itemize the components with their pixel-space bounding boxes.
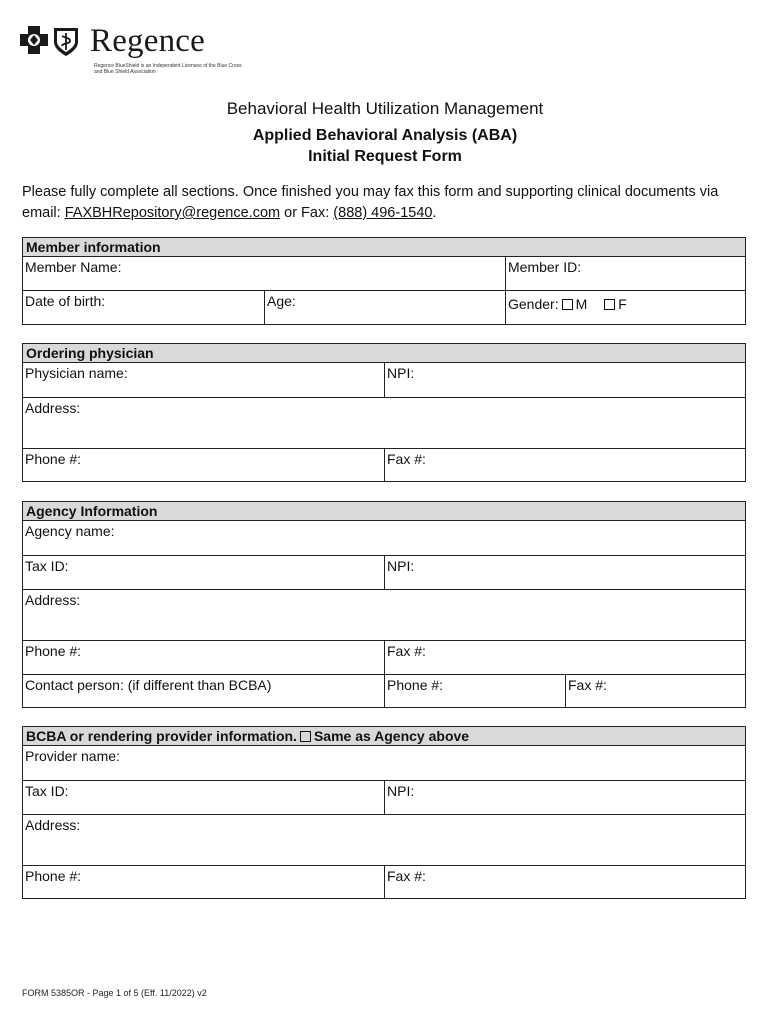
provider-fax-label: Fax #: xyxy=(387,868,426,884)
physician-npi-field[interactable] xyxy=(384,363,745,397)
brand-name: Regence xyxy=(90,23,205,59)
member-name-field[interactable] xyxy=(23,257,505,290)
agency-heading: Agency Information xyxy=(23,502,745,521)
agency-contact-field[interactable] xyxy=(23,675,384,707)
physician-address-field[interactable] xyxy=(23,398,745,448)
agency-contact-fax-field[interactable] xyxy=(565,675,745,707)
member-section xyxy=(22,237,746,325)
member-name-label: Member Name: xyxy=(25,259,122,275)
gender-label: Gender: xyxy=(508,296,559,312)
intro-text-3: . xyxy=(432,205,437,221)
page-title: Behavioral Health Utilization Management xyxy=(226,99,544,118)
provider-tax-label: Tax ID: xyxy=(25,783,69,799)
gender-m-label: M xyxy=(575,296,588,312)
member-id-field[interactable] xyxy=(505,257,745,290)
physician-fax-field[interactable] xyxy=(384,449,745,481)
cross-shield-logo-icon xyxy=(20,26,82,58)
email-link[interactable]: FAXBHRepository@regence.com xyxy=(64,205,281,221)
agency-section xyxy=(22,501,746,708)
agency-contact-phone-label: Phone #: xyxy=(387,677,444,693)
agency-fax-field[interactable] xyxy=(384,641,745,674)
form-title: Applied Behavioral Analysis (ABA) xyxy=(252,127,518,144)
agency-name-field[interactable] xyxy=(23,521,745,555)
physician-name-label: Physician name: xyxy=(25,365,128,381)
provider-address-field[interactable] xyxy=(23,815,745,865)
gender-f-label: F xyxy=(618,296,627,312)
member-heading: Member information xyxy=(23,238,745,257)
agency-npi-field[interactable] xyxy=(384,556,745,589)
gender-m-checkbox[interactable] xyxy=(562,299,573,310)
provider-fax-field[interactable] xyxy=(384,866,745,898)
member-id-label: Member ID: xyxy=(508,259,582,275)
age-label: Age: xyxy=(267,293,296,309)
agency-tax-field[interactable] xyxy=(23,556,384,589)
agency-npi-label: NPI: xyxy=(387,558,415,574)
intro-text-1: Please fully complete all sections. Once finished you may fax this form and supporting clinical documents via email: xyxy=(22,184,719,221)
physician-name-field[interactable] xyxy=(23,363,384,397)
physician-fax-label: Fax #: xyxy=(387,451,426,467)
intro-text xyxy=(22,182,752,224)
agency-contact-label: Contact person: (if different than BCBA) xyxy=(25,677,272,693)
agency-tax-label: Tax ID: xyxy=(25,558,69,574)
agency-address-label: Address: xyxy=(25,592,81,608)
dob-field[interactable] xyxy=(23,291,264,324)
agency-phone-label: Phone #: xyxy=(25,643,82,659)
physician-address-label: Address: xyxy=(25,400,81,416)
physician-npi-label: NPI: xyxy=(387,365,415,381)
agency-contact-fax-label: Fax #: xyxy=(568,677,607,693)
agency-address-field[interactable] xyxy=(23,590,745,640)
intro-text-2: or Fax: xyxy=(280,205,334,221)
agency-name-label: Agency name: xyxy=(25,523,115,539)
provider-name-field[interactable] xyxy=(23,746,745,780)
agency-phone-field[interactable] xyxy=(23,641,384,674)
same-as-agency-checkbox[interactable] xyxy=(300,731,311,742)
provider-phone-field[interactable] xyxy=(23,866,384,898)
agency-fax-label: Fax #: xyxy=(387,643,426,659)
fax-link[interactable]: (888) 496-1540 xyxy=(333,205,433,221)
same-as-agency-label: Same as Agency above xyxy=(313,728,470,744)
provider-phone-label: Phone #: xyxy=(25,868,82,884)
form-subtitle: Initial Request Form xyxy=(308,148,462,165)
provider-npi-field[interactable] xyxy=(384,781,745,814)
gender-f-checkbox[interactable] xyxy=(604,299,615,310)
regence-logo xyxy=(20,22,260,82)
physician-phone-label: Phone #: xyxy=(25,451,82,467)
dob-label: Date of birth: xyxy=(25,293,106,309)
provider-address-label: Address: xyxy=(25,817,81,833)
physician-section xyxy=(22,343,746,482)
brand-tagline: Regence BlueShield is an Independent Licensee of the Blue Cross and Blue Shield Association xyxy=(94,63,242,75)
physician-heading: Ordering physician xyxy=(23,344,745,363)
agency-contact-phone-field[interactable] xyxy=(384,675,565,707)
form-footer: FORM 5385OR - Page 1 of 5 (Eff. 11/2022) v2 xyxy=(22,988,207,998)
physician-phone-field[interactable] xyxy=(23,449,384,481)
provider-name-label: Provider name: xyxy=(25,748,120,764)
provider-npi-label: NPI: xyxy=(387,783,415,799)
provider-tax-field[interactable] xyxy=(23,781,384,814)
gender-field xyxy=(505,291,745,324)
bcba-section xyxy=(22,726,746,899)
bcba-heading-label: BCBA or rendering provider information. xyxy=(26,728,297,744)
bcba-heading xyxy=(23,727,745,746)
age-field[interactable] xyxy=(264,291,505,324)
